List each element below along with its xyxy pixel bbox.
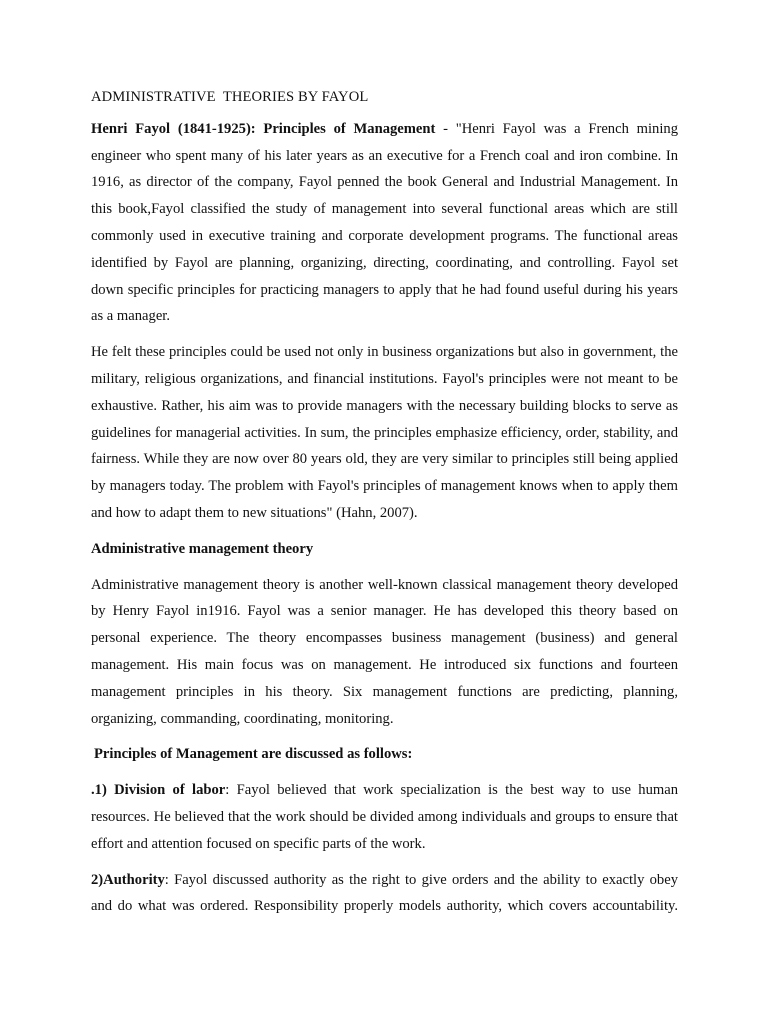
principle-label: .1) Division of labor [91, 782, 226, 799]
document-title: ADMINISTRATIVE THEORIES BY FAYOL [91, 89, 369, 105]
principles-heading: Principles of Management are discussed as follows: [94, 746, 413, 763]
principle-division-of-labor [91, 777, 678, 857]
paragraph-admin-theory: Administrative management theory is another well-known classical management theory developed by Henry Fayol in1916. Fayol was a senior manager. He has developed this theory based on personal experience. The theory encompasses business management (business) and general management. His main focus was on management. He introduced six functions and fourteen management principles in his theory. Six management functions are predicting, planning, organizing, commanding, coordinating, monitoring. [91, 576, 678, 727]
principle-label: 2)Authority [91, 871, 165, 888]
intro-text: - "Henri Fayol was a French mining engineer who spent many of his later years as an executive for a French coal and iron combine. In 1916, as director of the company, Fayol penned the book General and Industrial Management. In this book,Fayol classified the study of management into several functional areas which are still commonly used in executive training and corporate development programs. The functional areas identified by Fayol are planning, organizing, directing, coordinating, and controlling. Fayol set down specific principles for practicing managers to apply that he had found useful during his years as a manager. [91, 120, 678, 325]
document-page [91, 84, 678, 929]
paragraph-principles-usage: He felt these principles could be used not only in business organizations but also in government, the military, religious organizations, and financial institutions. Fayol's principles were not meant to be exhaustive. Rather, his aim was to provide managers with the necessary building blocks to serve as guidelines for managerial activities. In sum, the principles emphasize efficiency, order, stability, and fairness. While they are now over 80 years old, they are very similar to principles still being applied by managers today. The problem with Fayol's principles of management knows when to apply them and how to adapt them to new situations" (Hahn, 2007). [91, 344, 678, 521]
intro-lead: Henri Fayol (1841-1925): Principles of Management [91, 120, 436, 137]
principle-text: : Fayol discussed authority as the right to give orders and the ability to exactly obey and do what was ordered. Responsibility properly models authority, which covers accountability. [91, 871, 678, 915]
section-heading-admin-theory: Administrative management theory [91, 540, 314, 557]
intro-paragraph [91, 116, 678, 330]
principle-authority [91, 867, 678, 921]
principle-text: : Fayol believed that work specialization is the best way to use human resources. He believed that the work should be divided among individuals and groups to ensure that effort and attention focused on specific parts of the work. [91, 782, 678, 852]
